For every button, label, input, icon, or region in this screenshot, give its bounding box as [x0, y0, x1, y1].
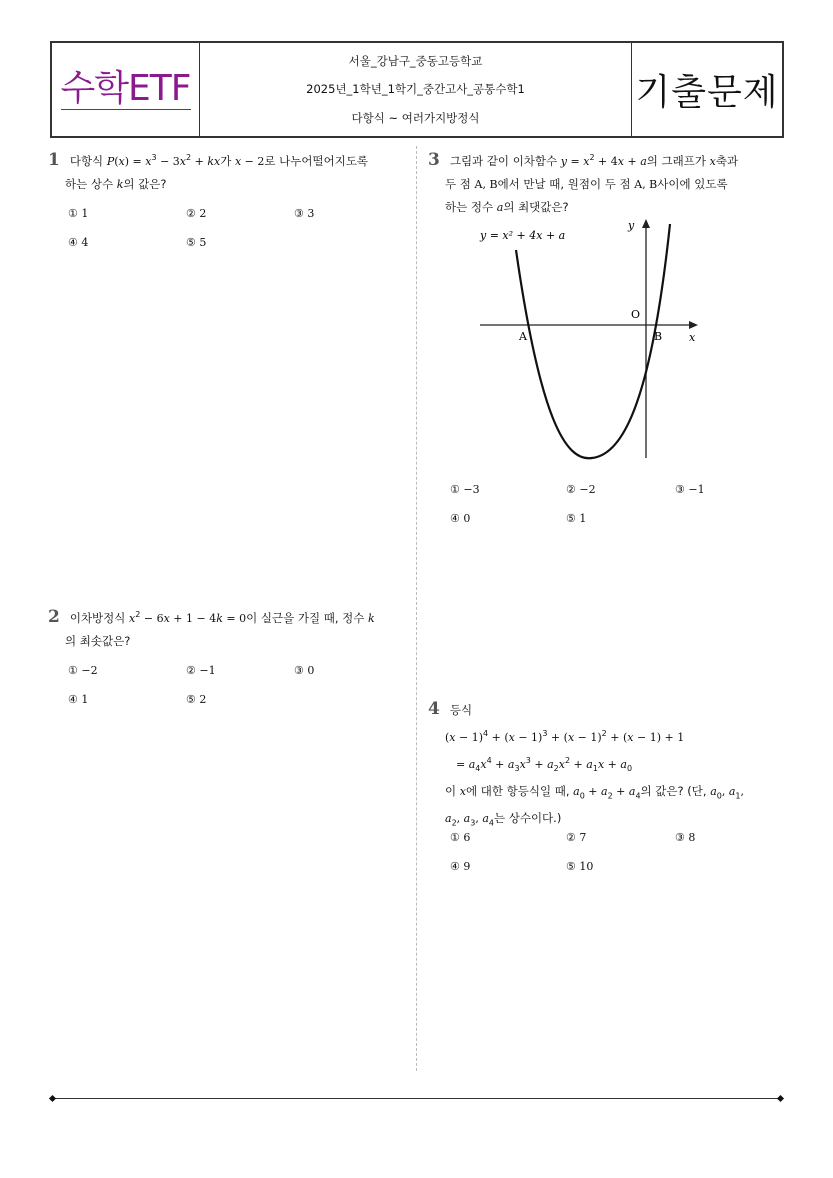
question-text: 에서 만날 때, 원점이 두 점 — [497, 176, 635, 191]
question-3: 3 그림과 같이 이차함수 $y = x^2 + 4x + a$의 그래프가 x축과 두 점 A, B에서 만날 때, 원점이 두 점 A, B사이에 있도록 하는 정수 a의 최댓값은? — [428, 149, 739, 214]
question-2: 2 이차방정식 $x^2 - 6x + 1 - 4k = 0$이 실근을 가질 때, 정수 k 의 최솟값은? — [48, 606, 375, 648]
question-text: 그림과 같이 이차함수 — [449, 153, 561, 168]
question-text: 두 점 — [445, 176, 475, 191]
choice-3[interactable]: ③ 8 — [675, 831, 696, 844]
question-text: 에 대한 항등식일 때, — [465, 783, 574, 798]
choice-2[interactable]: ② 7 — [566, 831, 587, 844]
origin-label: O — [631, 308, 641, 321]
footer-left-diamond — [49, 1095, 56, 1102]
choice-2[interactable]: ② −2 — [566, 483, 596, 496]
footer-rule — [53, 1098, 780, 1099]
logo-text: 수학ETF — [60, 68, 191, 109]
choice-5[interactable]: ⑤ 10 — [566, 860, 594, 873]
question-number: 4 — [428, 699, 440, 719]
exam-name: 2025년_1학년_1학기_중간고사_공통수학1 — [306, 82, 525, 97]
exam-range: 다항식 ~ 여러가지방정식 — [351, 110, 480, 125]
choice-1[interactable]: ① −2 — [68, 664, 98, 677]
question-number: 3 — [428, 149, 440, 170]
question-text: 축과 — [715, 153, 739, 168]
curve-label: y = x² + 4x + a — [480, 229, 566, 242]
parabola-graph — [470, 212, 710, 472]
question-text: 의 값은? (단, — [640, 783, 711, 798]
choice-5[interactable]: ⑤ 5 — [186, 236, 207, 249]
point-a-label: A — [519, 330, 527, 343]
parabola-curve — [516, 224, 670, 458]
math-expression: A, B — [634, 177, 658, 191]
choice-3[interactable]: ③ 0 — [294, 664, 315, 677]
question-text: 사이에 있도록 — [657, 176, 728, 191]
choice-4[interactable]: ④ 1 — [68, 693, 89, 706]
question-text: 는 상수이다.) — [493, 811, 562, 826]
question-text: 다항식 — [69, 153, 107, 168]
question-number: 1 — [48, 149, 60, 170]
question-text: 하는 정수 — [445, 199, 497, 214]
choice-4[interactable]: ④ 4 — [68, 236, 89, 249]
choice-5[interactable]: ⑤ 1 — [566, 512, 587, 525]
question-text: 의 그래프가 — [646, 153, 710, 168]
math-expression: a — [496, 200, 504, 214]
choice-4[interactable]: ④ 0 — [450, 512, 471, 525]
question-text: 이 — [445, 783, 460, 798]
page-title: 기출문제 — [635, 72, 779, 113]
question-text: 의 값은? — [123, 176, 167, 191]
choice-5[interactable]: ⑤ 2 — [186, 693, 207, 706]
y-axis-arrow — [642, 219, 650, 228]
exam-header — [50, 41, 784, 138]
question-4: 4 등식 $(x - 1)^4 + (x - 1)^3 + (x - 1)^2 + (x - 1) + 1$ = $a_4x^4 + a_3x^3 + a_2x^2 + a_1x + a_0$ 이 x에 대한 항등식일 때, $a_0 + a_2 + a_4$의 값은? (단, $a_0$, $a_1$, $a_2$, $a_3$, $a_4$는 상수이다.) — [428, 699, 745, 828]
math-expression: y — [560, 154, 568, 168]
exam-info — [200, 43, 632, 136]
question-text: 가 — [220, 153, 235, 168]
question-text: 이 실근을 가질 때, 정수 — [246, 610, 369, 625]
question-text: 의 최댓값은? — [503, 199, 569, 214]
choice-3[interactable]: ③ 3 — [294, 207, 315, 220]
question-text: 하는 상수 — [65, 176, 117, 191]
math-expression: P — [106, 154, 115, 168]
math-expression: x — [129, 611, 136, 625]
column-divider — [416, 146, 417, 1071]
question-text: 의 최솟값은? — [65, 633, 131, 648]
question-1: 1 다항식 $P(x) = x^3 - 3x^2$ + kx가 x − 2로 나누어떨어지도록 하는 상수 k의 값은? — [48, 149, 369, 191]
choice-1[interactable]: ① 6 — [450, 831, 471, 844]
question-text: 이차방정식 — [69, 610, 130, 625]
question-text: 등식 — [449, 703, 473, 717]
choice-3[interactable]: ③ −1 — [675, 483, 705, 496]
question-number: 2 — [48, 606, 60, 627]
logo — [52, 43, 200, 136]
choice-1[interactable]: ① −3 — [450, 483, 480, 496]
x-axis-arrow — [689, 321, 698, 329]
choice-1[interactable]: ① 1 — [68, 207, 89, 220]
point-b-label: B — [654, 330, 663, 343]
choice-2[interactable]: ② 2 — [186, 207, 207, 220]
choice-4[interactable]: ④ 9 — [450, 860, 471, 873]
x-axis-label: x — [689, 331, 696, 344]
choice-2[interactable]: ② −1 — [186, 664, 216, 677]
footer-right-diamond — [777, 1095, 784, 1102]
question-text: 로 나누어떨어지도록 — [264, 153, 369, 168]
school-name: 서울_강남구_중동고등학교 — [348, 54, 483, 69]
math-expression: k — [116, 177, 124, 191]
math-expression: A, B — [474, 177, 498, 191]
y-axis-label: y — [628, 219, 635, 232]
